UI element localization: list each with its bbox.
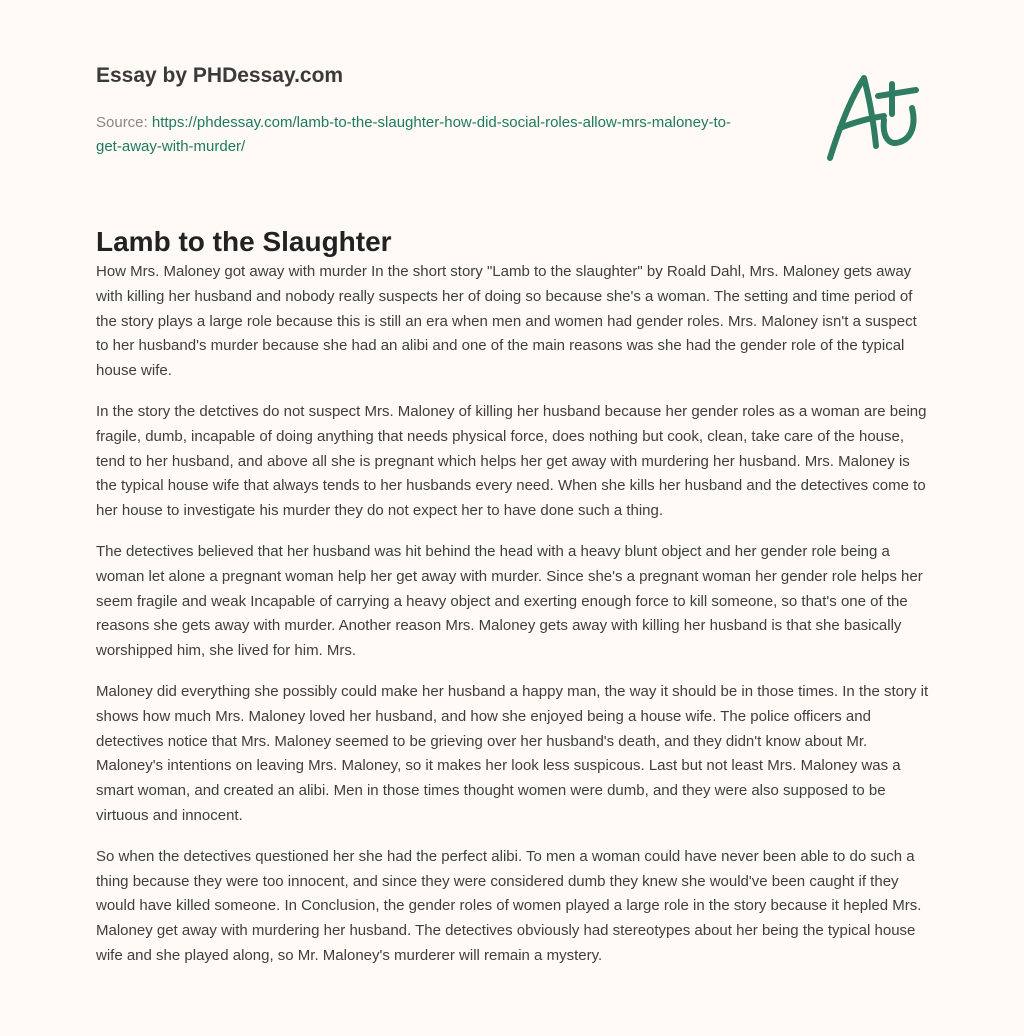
site-title: Essay by PHDessay.com (96, 64, 344, 87)
essay-paragraph: Maloney did everything she possibly could make her husband a happy man, the way it should be in those times. In the story it shows how much Mrs. Maloney loved her husband, and how she enjoyed being a house wife. The police officers and detectives notice that Mrs. Maloney seemed to be grieving over her husband's death, and they didn't know about Mr. Maloney's intentions on leaving Mrs. Maloney, so it makes her look less suspicous. Last but not least Mrs. Maloney was a smart woman, and created an alibi. Men in those times thought women were dumb, and they were also supposed to be virtuous and innocent. (96, 682, 929, 824)
source-label: Source: (96, 114, 152, 131)
essay-title: Lamb to the Slaughter (96, 226, 392, 257)
source-line (96, 111, 736, 159)
essay-paragraph: In the story the detctives do not suspect Mrs. Maloney of killing her husband because her gender roles as a woman are being fragile, dumb, incapable of doing anything that needs physical force, does nothing but cook, clean, take care of the house, tend to her husband, and above all she is pregnant which helps her get away with murdering her husband. Mrs. Maloney is the typical house wife that always tends to her husbands every need. When she kills her husband and the detectives come to her house to investigate his murder they do not expect her to have done such a thing. (96, 402, 927, 520)
source-link[interactable]: https://phdessay.com/lamb-to-the-slaughter-how-did-social-roles-allow-mrs-maloney-to-get-away-with-murder/ (96, 114, 731, 155)
essay-paragraph: How Mrs. Maloney got away with murder In the short story "Lamb to the slaughter" by Roald Dahl, Mrs. Maloney gets away with killing her husband and nobody really suspects her of doing so because she's a woman. The setting and time period of the story plays a large role because this is still an era when men and women had gender roles. Mrs. Maloney isn't a suspect to her husband's murder because she had an alibi and one of the main reasons was she had the gender role of the typical house wife. (96, 263, 917, 380)
essay-paragraph: The detectives believed that her husband was hit behind the head with a heavy blunt object and her gender role being a woman let alone a pregnant woman help her get away with murder. Since she's a pregnant woman her gender role helps her seem fragile and weak Incapable of carrying a heavy object and exerting enough force to kill someone, so that's one of the reasons she gets away with murder. Another reason Mrs. Maloney gets away with killing her husband is that she basically worshipped him, she lived for him. Mrs. (96, 542, 923, 660)
essay-body (96, 260, 930, 985)
a-plus-logo-icon (820, 66, 930, 166)
essay-paragraph: So when the detectives questioned her she had the perfect alibi. To men a woman could have never been able to do such a thing because they were too innocent, and since they were considered dumb they knew she would've been caught if they would have killed someone. In Conclusion, the gender roles of women played a large role in the story because it hepled Mrs. Maloney get away with murdering her husband. The detectives obviously had stereotypes about her being the typical house wife and she played along, so Mr. Maloney's murderer will remain a mystery. (96, 847, 922, 964)
